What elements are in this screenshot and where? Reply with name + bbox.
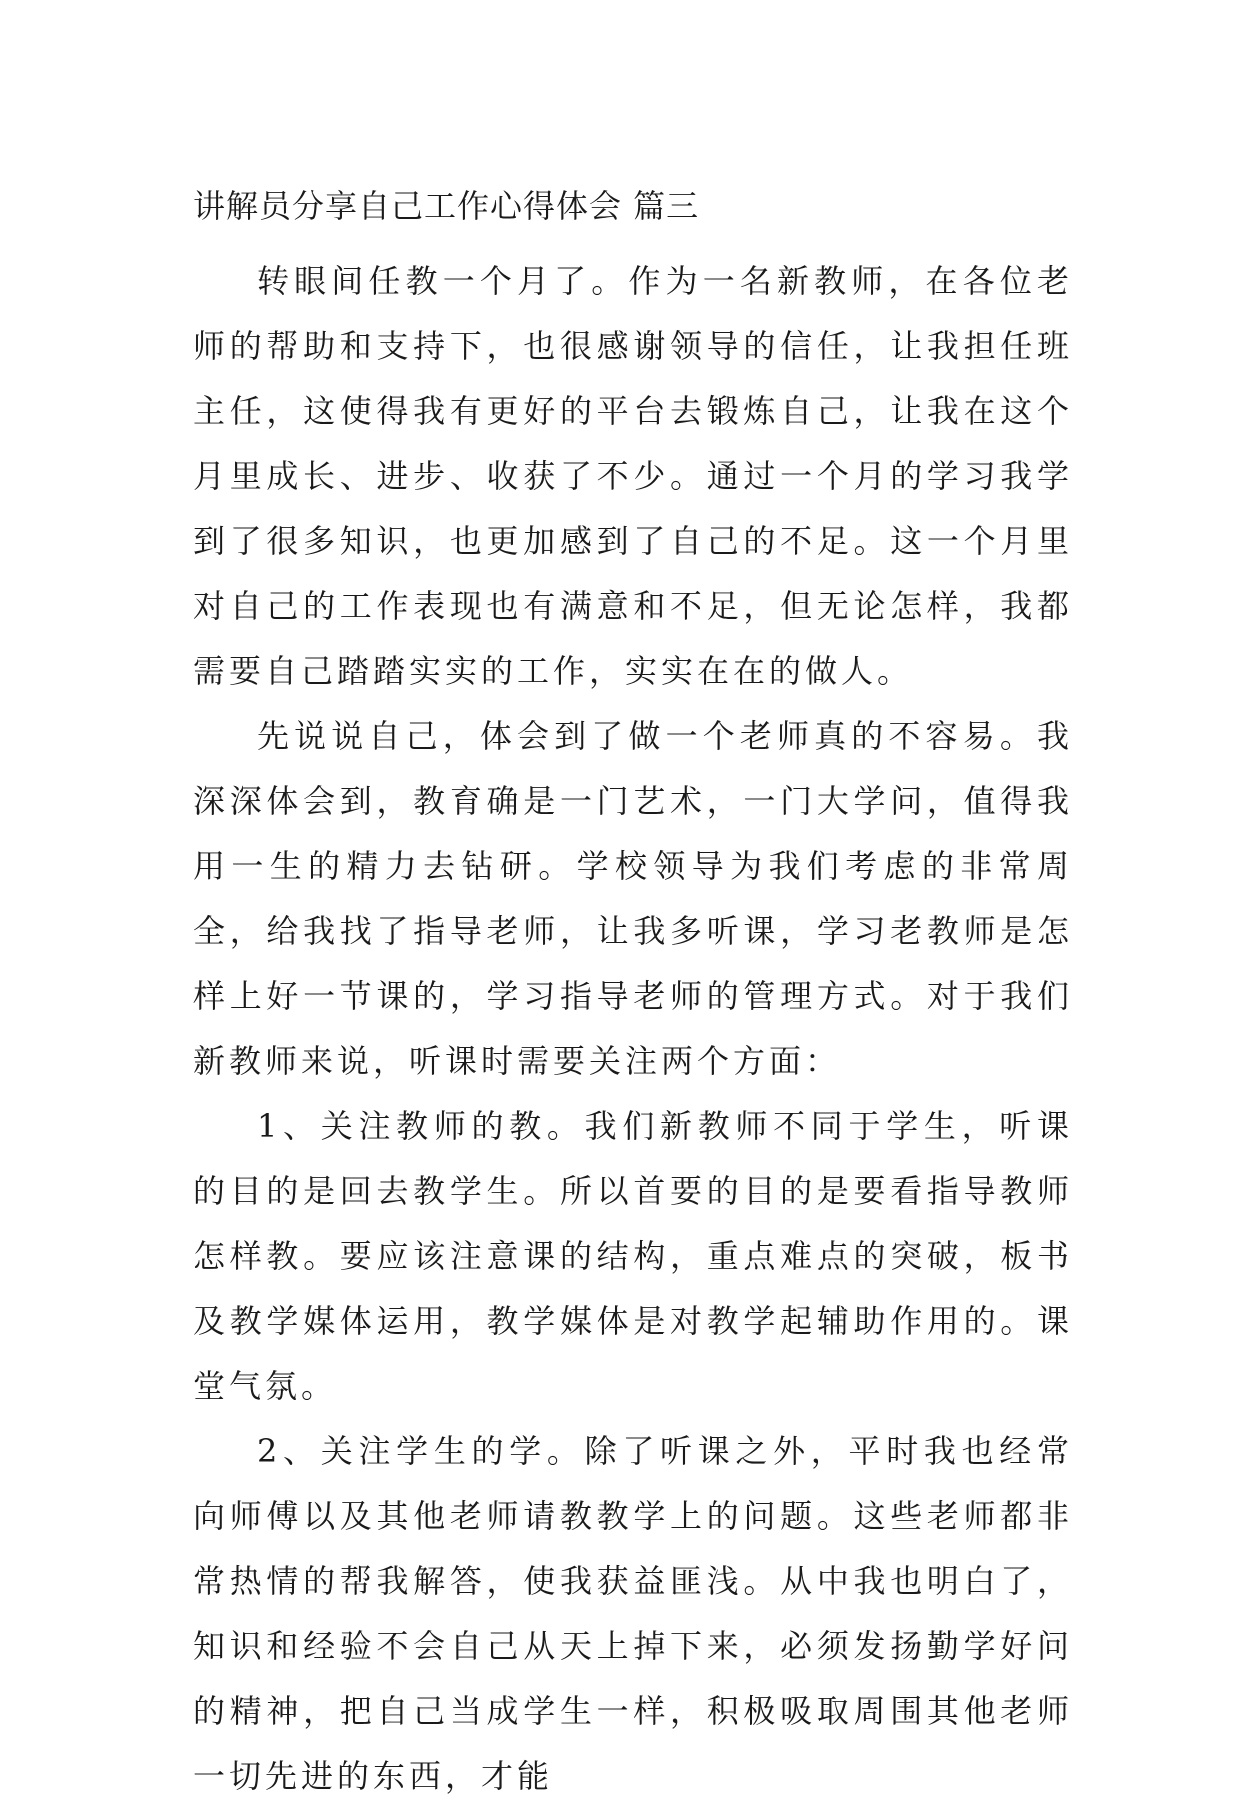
paragraph: 1、关注教师的教。我们新教师不同于学生，听课的目的是回去教学生。所以首要的目的是要看指导教师怎样教。要应该注意课的结构，重点难点的突破，板书及教学媒体运用，教学媒体是对教学起辅助作用的。课堂气氛。 bbox=[193, 1107, 1073, 1405]
paragraph: 2、关注学生的学。除了听课之外，平时我也经常向师傅以及其他老师请教教学上的问题。这些老师都非常热情的帮我解答，使我获益匪浅。从中我也明白了，知识和经验不会自己从天上掉下来，必须发扬勤学好问的精神，把自己当成学生一样，积极吸取周围其他老师一切先进的东西，才能 bbox=[193, 1432, 1073, 1795]
paragraph: 先说说自己，体会到了做一个老师真的不容易。我深深体会到，教育确是一门艺术，一门大学问，值得我用一生的精力去钻研。学校领导为我们考虑的非常周全，给我找了指导老师，让我多听课，学习老教师是怎样上好一节课的，学习指导老师的管理方式。对于我们新教师来说，听课时需要关注两个方面： bbox=[193, 717, 1073, 1080]
document-title: 讲解员分享自己工作心得体会 篇三 bbox=[193, 187, 700, 225]
paragraph: 转眼间任教一个月了。作为一名新教师，在各位老师的帮助和支持下，也很感谢领导的信任，让我担任班主任，这使得我有更好的平台去锻炼自己，让我在这个月里成长、进步、收获了不少。通过一个月的学习我学到了很多知识，也更加感到了自己的不足。这一个月里对自己的工作表现也有满意和不足，但无论怎样，我都需要自己踏踏实实的工作，实实在在的做人。 bbox=[193, 262, 1073, 690]
document-body bbox=[193, 184, 1073, 1809]
